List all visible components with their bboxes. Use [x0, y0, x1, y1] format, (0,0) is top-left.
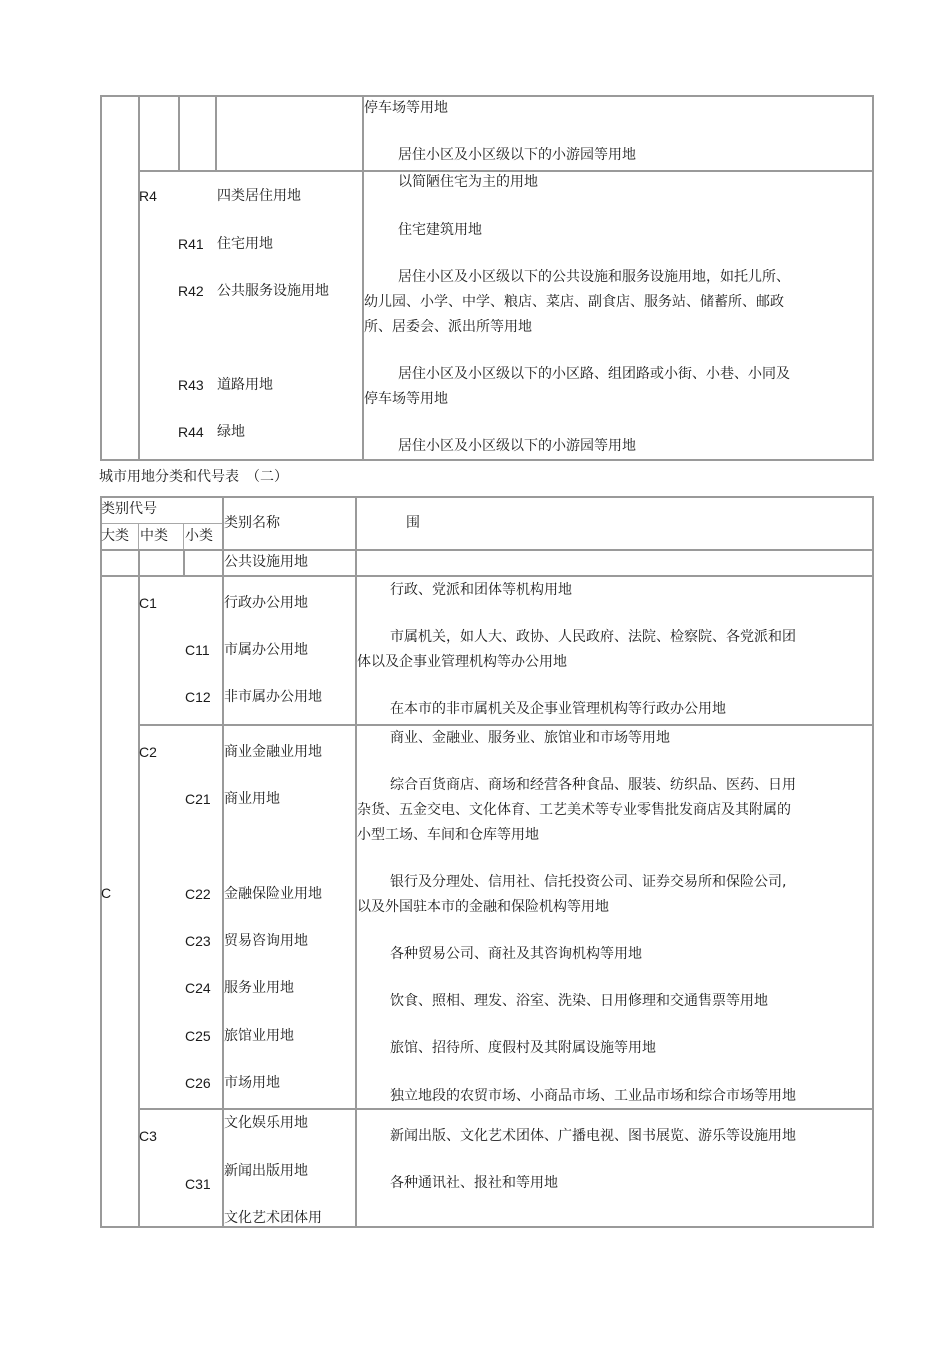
category-name: 道路用地	[217, 377, 273, 393]
category-name: 新闻出版用地	[224, 1163, 308, 1179]
minor-class-code: R42	[178, 283, 204, 299]
scope-text: 所、居委会、派出所等用地	[364, 319, 532, 335]
minor-class-code: C31	[185, 1176, 211, 1192]
category-name: 公共设施用地	[224, 554, 308, 570]
category-name: 四类居住用地	[217, 188, 301, 204]
minor-class-code: R41	[178, 236, 204, 252]
scope-text: 综合百货商店、商场和经营各种食品、服装、纺织品、医药、日用	[390, 777, 796, 793]
category-name: 非市属办公用地	[224, 689, 322, 705]
minor-class-code: C22	[185, 886, 211, 902]
scope-text: 行政、党派和团体等机构用地	[390, 582, 572, 598]
scope-text: 幼儿园、小学、中学、粮店、菜店、副食店、服务站、储蓄所、邮政	[364, 294, 784, 310]
scope-text: 以简陋住宅为主的用地	[398, 174, 538, 190]
scope-text: 市属机关，如人大、政协、人民政府、法院、检察院、各党派和团	[390, 629, 796, 645]
header-code-group: 类别代号	[101, 501, 157, 517]
minor-class-code: C26	[185, 1075, 211, 1091]
header-minor: 小类	[185, 528, 213, 544]
middle-class-code: C2	[139, 744, 157, 760]
scope-text: 饮食、照相、理发、浴室、洗染、日用修理和交通售票等用地	[390, 993, 768, 1009]
category-name: 住宅用地	[217, 236, 273, 252]
category-name: 商业金融业用地	[224, 744, 322, 760]
scope-text: 停车场等用地	[364, 100, 448, 116]
header-major: 大类	[101, 528, 129, 544]
scope-text: 旅馆、招待所、度假村及其附属设施等用地	[390, 1040, 656, 1056]
minor-class-code: C21	[185, 791, 211, 807]
category-name: 商业用地	[224, 791, 280, 807]
minor-class-code: C25	[185, 1028, 211, 1044]
category-name: 贸易咨询用地	[224, 933, 308, 949]
category-name: 公共服务设施用地	[217, 283, 329, 299]
middle-class-code: R4	[139, 188, 157, 204]
minor-class-code: C12	[185, 689, 211, 705]
category-name: 行政办公用地	[224, 595, 308, 611]
category-name: 绿地	[217, 424, 245, 440]
minor-class-code: R43	[178, 377, 204, 393]
scope-text: 体以及企事业管理机构等办公用地	[357, 654, 567, 670]
scope-text: 居住小区及小区级以下的小游园等用地	[398, 147, 636, 163]
scope-text: 独立地段的农贸市场、小商品市场、工业品市场和综合市场等用地	[390, 1088, 796, 1104]
scope-text: 各种贸易公司、商社及其咨询机构等用地	[390, 946, 642, 962]
middle-class-code: C1	[139, 595, 157, 611]
major-class-code: C	[101, 885, 112, 901]
category-name: 旅馆业用地	[224, 1028, 294, 1044]
scope-text: 在本市的非市属机关及企事业管理机构等行政办公用地	[390, 701, 726, 717]
scope-text: 停车场等用地	[364, 391, 448, 407]
scope-text: 商业、金融业、服务业、旅馆业和市场等用地	[390, 730, 670, 746]
middle-class-code: C3	[139, 1128, 157, 1144]
header-middle: 中类	[140, 528, 168, 544]
scope-text: 居住小区及小区级以下的小游园等用地	[398, 438, 636, 454]
category-name: 市场用地	[224, 1075, 280, 1091]
scope-text: 居住小区及小区级以下的公共设施和服务设施用地，如托儿所、	[398, 269, 790, 285]
scope-text: 银行及分理处、信用社、信托投资公司、证券交易所和保险公司,	[390, 874, 787, 890]
scope-text: 小型工场、车间和仓库等用地	[357, 827, 539, 843]
header-name: 类别名称	[224, 515, 280, 531]
table-caption: 城市用地分类和代号表 （二）	[99, 469, 288, 485]
scope-text: 各种通讯社、报社和等用地	[390, 1175, 558, 1191]
minor-class-code: C24	[185, 980, 211, 996]
scope-text: 新闻出版、文化艺术团体、广播电视、图书展览、游乐等设施用地	[390, 1128, 796, 1144]
category-name: 市属办公用地	[224, 642, 308, 658]
scope-text: 杂货、五金交电、文化体育、工艺美术等专业零售批发商店及其附属的	[357, 802, 791, 818]
minor-class-code: C23	[185, 933, 211, 949]
minor-class-code: C11	[185, 642, 210, 658]
scope-text: 住宅建筑用地	[398, 222, 482, 238]
category-name: 金融保险业用地	[224, 886, 322, 902]
category-name: 服务业用地	[224, 980, 294, 996]
minor-class-code: R44	[178, 424, 204, 440]
category-name: 文化娱乐用地	[224, 1115, 308, 1131]
scope-text: 居住小区及小区级以下的小区路、组团路或小街、小巷、小同及	[398, 366, 790, 382]
header-scope: 围	[406, 515, 420, 531]
category-name: 文化艺术团体用	[224, 1210, 322, 1226]
scope-text: 以及外国驻本市的金融和保险机构等用地	[357, 899, 609, 915]
